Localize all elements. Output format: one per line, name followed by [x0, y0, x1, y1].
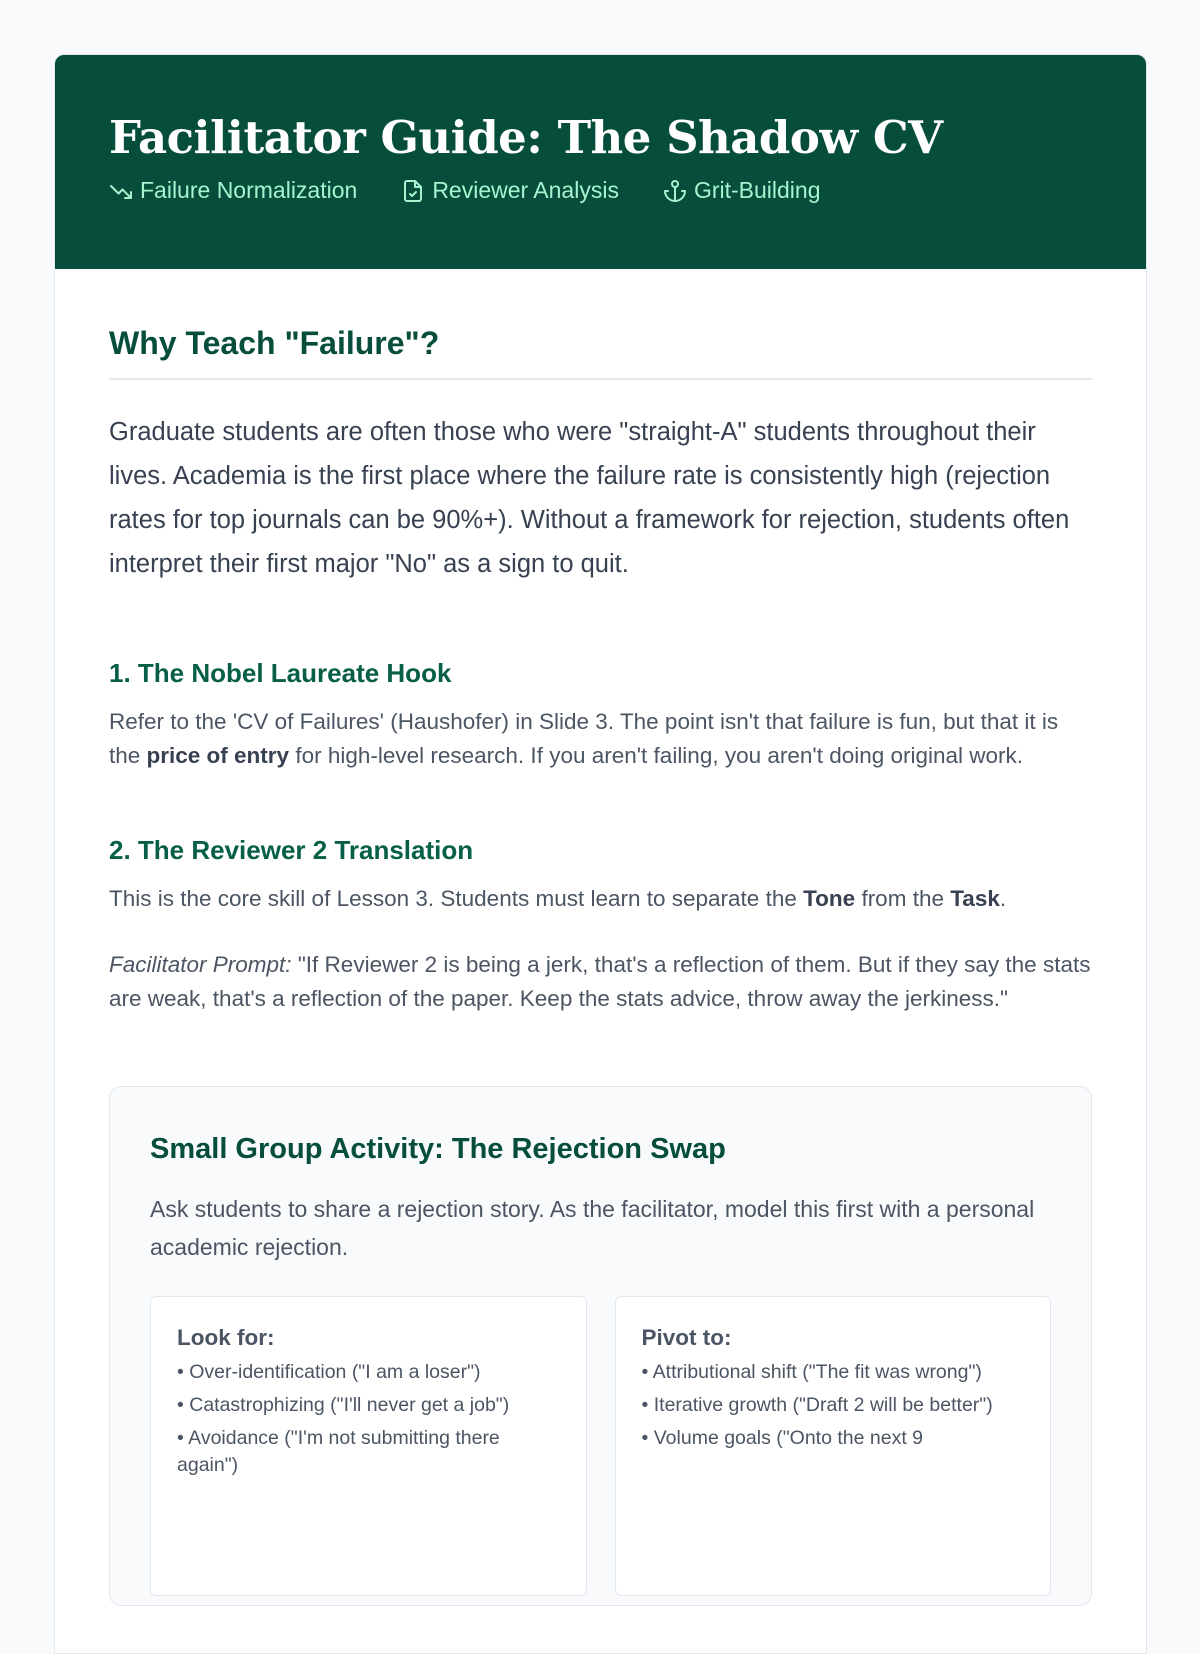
file-check-icon [401, 179, 425, 203]
list-item: • Over-identification ("I am a loser") [177, 1361, 481, 1383]
pivot-to-list [642, 1359, 1025, 1452]
guide-header [55, 55, 1146, 269]
look-for-list [177, 1359, 560, 1479]
section-1-text: Refer to the 'CV of Failures' (Haushofer) in Slide 3. The point isn't that failure is fun, but that it is the price of entry for high-level research. If you aren't failing, you aren't doing original work. [109, 709, 1059, 768]
tag-reviewer-analysis [401, 177, 619, 204]
list-item: • Avoidance ("I'm not submitting there again") [177, 1427, 500, 1476]
list-item: • Attributional shift ("The fit was wrong") [641, 1361, 982, 1383]
tag-label: Grit-Building [693, 177, 821, 203]
anchor-icon [663, 179, 687, 203]
pivot-to-panel [615, 1296, 1052, 1596]
look-for-panel [150, 1296, 587, 1596]
tag-label: Failure Normalization [140, 177, 358, 203]
price-of-entry-emphasis: price of entry [146, 743, 290, 768]
tag-label: Reviewer Analysis [432, 177, 619, 203]
activity-columns [150, 1296, 1051, 1596]
look-for-heading: Look for: [177, 1325, 275, 1350]
trending-down-icon [109, 179, 133, 203]
pivot-to-heading: Pivot to: [641, 1325, 732, 1350]
list-item: • Volume goals ("Onto the next 9 [641, 1427, 923, 1449]
page-title: Facilitator Guide: The Shadow CV [109, 111, 943, 164]
guide-card [54, 54, 1147, 1654]
tag-list [109, 177, 1092, 204]
section-1-heading: 1. The Nobel Laureate Hook [109, 658, 452, 688]
list-item: • Iterative growth ("Draft 2 will be better") [641, 1394, 993, 1416]
list-item: • Catastrophizing ("I'll never get a job") [177, 1394, 510, 1416]
section-2-text: This is the core skill of Lesson 3. Students must learn to separate the Tone from the Task. [109, 886, 1007, 911]
tone-emphasis: Tone [803, 886, 856, 911]
activity-heading: Small Group Activity: The Rejection Swap [150, 1133, 726, 1165]
activity-box [109, 1086, 1092, 1606]
tag-failure-normalization [109, 177, 357, 204]
activity-text: Ask students to share a rejection story. As the facilitator, model this first with a personal academic rejection. [150, 1196, 1035, 1260]
facilitator-prompt-label: Facilitator Prompt: [109, 952, 292, 977]
section-2-heading: 2. The Reviewer 2 Translation [109, 835, 474, 865]
tag-grit-building [663, 177, 821, 204]
task-emphasis: Task [950, 886, 1000, 911]
intro-paragraph: Graduate students are often those who were "straight-A" students throughout their lives. Academia is the first place where the failure rate is consistently high (rejection rates for top journals can be 90%+). Without a framework for rejection, students often interpret their first major "No" as a sign to quit. [109, 418, 1070, 578]
guide-content [55, 269, 1146, 1606]
intro-heading: Why Teach "Failure"? [109, 325, 1092, 380]
facilitator-prompt: Facilitator Prompt: "If Reviewer 2 is being a jerk, that's a reflection of them. But if they say the stats are weak, that's a reflection of the paper. Keep the stats advice, throw away the jerkiness." [109, 952, 1091, 1011]
